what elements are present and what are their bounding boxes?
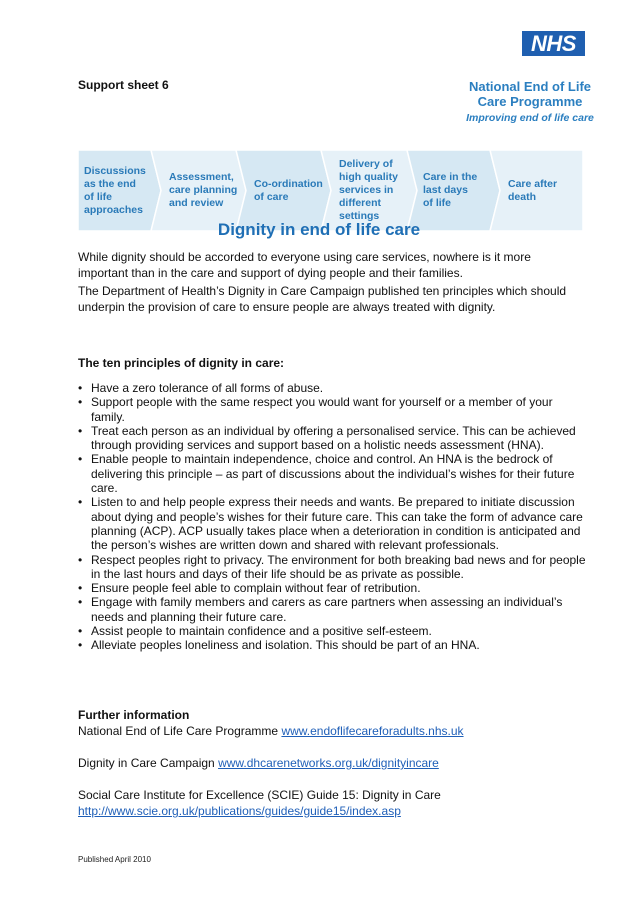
nhs-logo: NHS xyxy=(522,31,585,56)
pathway-step-line: Care after xyxy=(508,177,558,190)
pathway-step-line: Co-ordination xyxy=(254,177,323,190)
further-information xyxy=(78,707,578,819)
pathway-step-line: services in xyxy=(339,184,394,196)
principle-item: • Respect peoples right to privacy. The environment for both breaking bad news and for people in the last hours and days of their life should be as private as possible. xyxy=(78,553,586,582)
programme-name-line1: National End of Life xyxy=(468,79,592,94)
pathway-step-line: as the end xyxy=(84,177,136,190)
further-line-2-text: Dignity in Care Campaign xyxy=(78,756,219,770)
pathway-step-label xyxy=(339,150,398,231)
principle-item: • Listen to and help people express their needs and wants. Be prepared to initiate discussion about dying and people’s wishes for their future care. This can take the form of advance care planning (ACP). ACP usually takes place when a deterioration in condition is anticipated and the person’s wishes are written down and shared with relevant professionals. xyxy=(78,495,586,552)
intro-paragraph-1: While dignity should be accorded to everyone using care services, nowhere is it more important than in the care and support of dying people and their families. xyxy=(78,250,531,280)
further-heading: Further information xyxy=(78,708,190,722)
programme-name-line2: Care Programme xyxy=(477,94,583,109)
pathway-step-line: Assessment, xyxy=(169,171,234,183)
pathway-step-line: of care xyxy=(254,190,289,203)
pathway-step-label xyxy=(508,150,557,231)
pathway-step-line: Discussions xyxy=(84,164,146,177)
scie-guide-link[interactable]: http://www.scie.org.uk/publications/guides/guide15/index.asp xyxy=(78,804,401,818)
pathway-step-line: last days xyxy=(423,184,468,196)
programme-tagline: Improving end of life care xyxy=(466,112,594,124)
pathway-step-label xyxy=(84,150,146,231)
pathway-step-line: care planning xyxy=(169,184,238,196)
principle-item: • Treat each person as an individual by offering a personalised service. This can be achieved through providing services and support based on a holistic needs assessment (HNA). xyxy=(78,424,586,453)
principles-heading: The ten principles of dignity in care: xyxy=(78,356,285,370)
principle-item: • Enable people to maintain independence, choice and control. An HNA is the bedrock of delivering this principle – as part of discussions about the individual’s wishes for their future care. xyxy=(78,452,586,495)
pathway-step-line: different xyxy=(339,197,381,209)
principle-item: • Assist people to maintain confidence and a positive self-esteem. xyxy=(78,624,586,638)
principle-item: • Engage with family members and carers as care partners when assessing an individual’s needs and planning their future care. xyxy=(78,595,586,624)
pathway-step-line: Delivery of xyxy=(339,158,393,170)
principle-item: • Alleviate peoples loneliness and isolation. This should be part of an HNA. xyxy=(78,638,586,652)
support-sheet-label: Support sheet 6 xyxy=(78,78,169,92)
pathway-step-label xyxy=(423,150,477,231)
pathway-step-line: settings xyxy=(339,210,380,222)
further-line-1-text: National End of Life Care Programme xyxy=(78,724,282,738)
pathway-step-line: of life xyxy=(84,190,112,203)
pathway-step-line: death xyxy=(508,190,537,203)
endoflife-link[interactable]: www.endoflifecareforadults.nhs.uk xyxy=(281,724,464,738)
further-line-1 xyxy=(78,723,578,739)
published-date: Published April 2010 xyxy=(78,855,151,864)
pathway-step-line: approaches xyxy=(84,203,143,216)
pathway-step-label xyxy=(169,150,237,231)
principles-list xyxy=(78,381,586,653)
pathway-step-label xyxy=(254,150,323,231)
pathway-step-line: and review xyxy=(169,197,224,209)
dignity-campaign-link[interactable]: www.dhcarenetworks.org.uk/dignityincare xyxy=(218,756,439,770)
pathway-step-line: high quality xyxy=(339,171,398,183)
further-line-3: Social Care Institute for Excellence (SCIE) Guide 15: Dignity in Care xyxy=(78,788,441,802)
intro-section xyxy=(78,249,578,317)
pathway-step-line: of life xyxy=(423,197,451,209)
intro-paragraph-2: The Department of Health’s Dignity in Care Campaign published ten principles which should underpin the provision of care to ensure people are always treated with dignity. xyxy=(78,284,567,314)
care-pathway-diagram xyxy=(78,150,583,231)
further-line-2 xyxy=(78,755,578,771)
principle-item: • Support people with the same respect you would want for yourself or a member of your family. xyxy=(78,395,586,424)
programme-name xyxy=(460,79,600,109)
principle-item: • Have a zero tolerance of all forms of abuse. xyxy=(78,381,586,395)
pathway-step-line: Care in the xyxy=(423,171,478,183)
principle-item: • Ensure people feel able to complain without fear of retribution. xyxy=(78,581,586,595)
page-title: Dignity in end of life care xyxy=(217,220,421,239)
